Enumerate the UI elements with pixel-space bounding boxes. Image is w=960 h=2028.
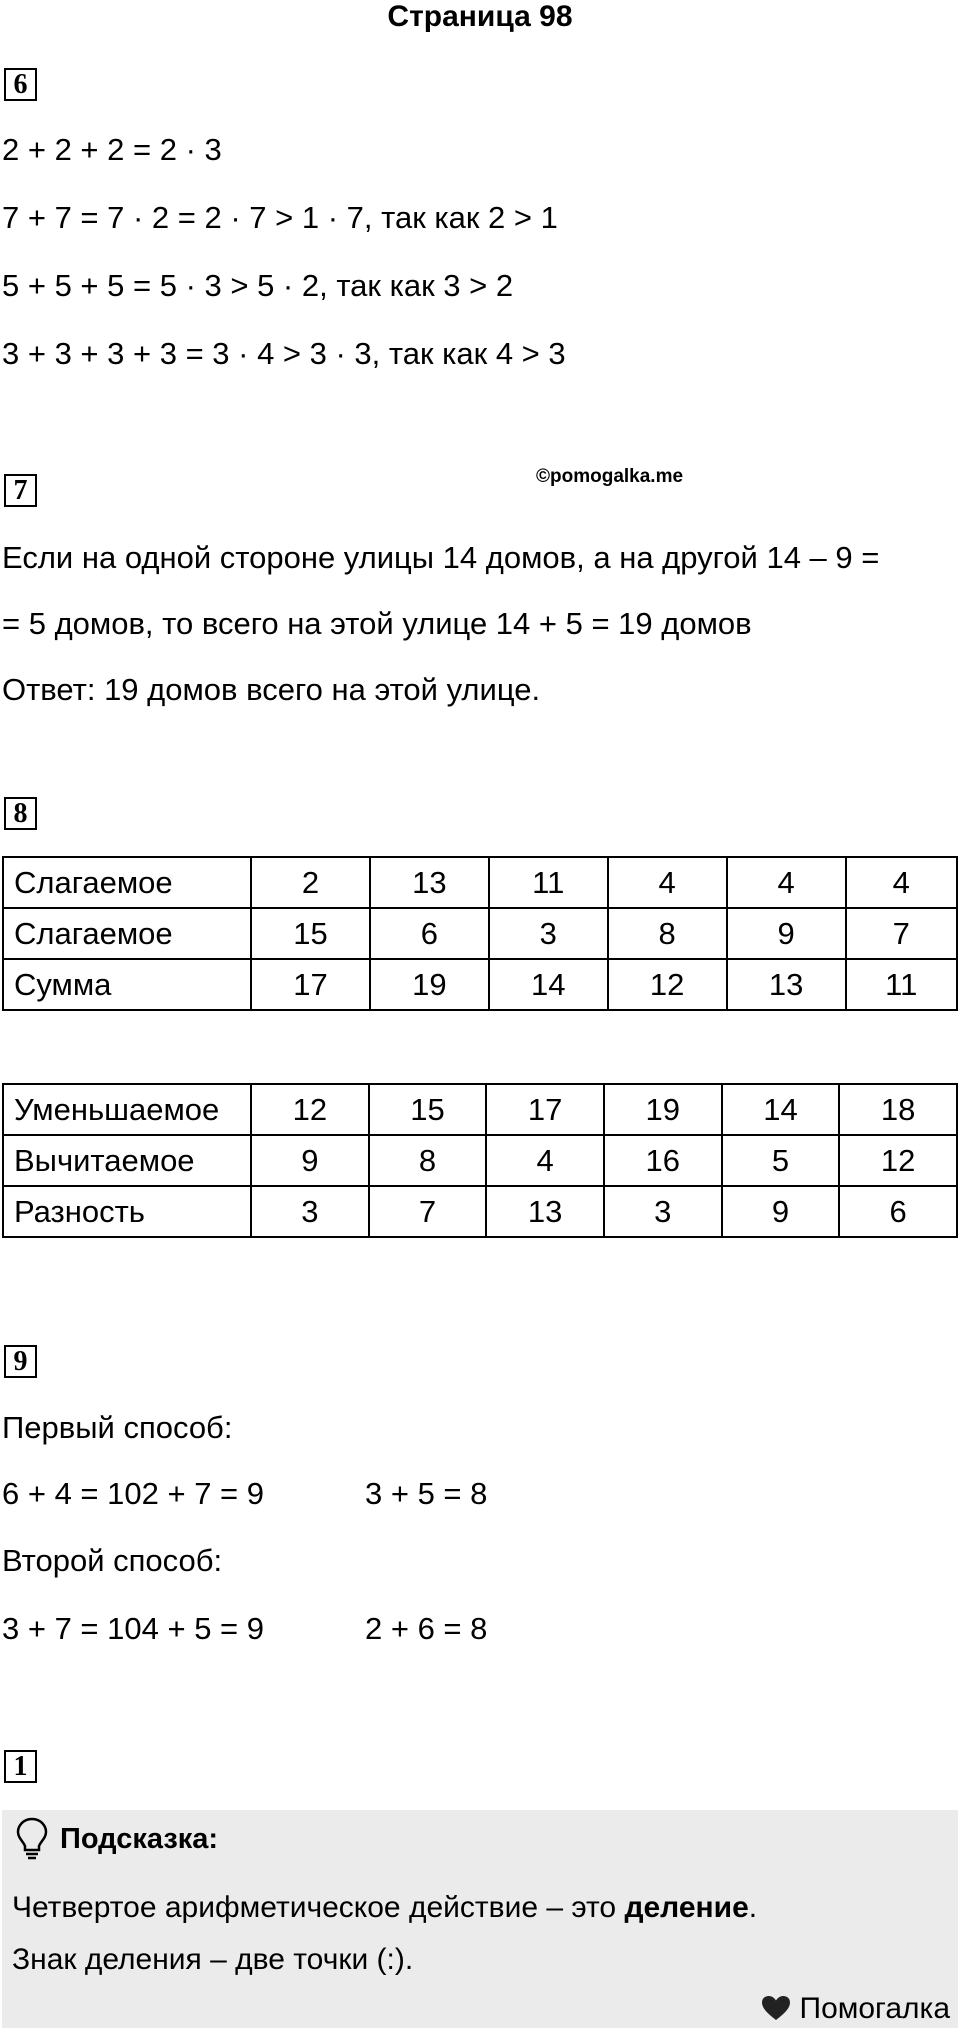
row-label: Сумма (3, 959, 251, 1010)
brand-label (761, 1990, 950, 2028)
table-cell: 12 (839, 1135, 957, 1186)
table-cell: 8 (369, 1135, 487, 1186)
task-number-9: 9 (4, 1345, 37, 1378)
table-cell: 11 (846, 959, 957, 1010)
row-label: Вычитаемое (3, 1135, 251, 1186)
table-cell: 2 (251, 857, 370, 908)
task7-line-2: = 5 домов, то всего на этой улице 14 + 5 = 19 домов (2, 606, 752, 641)
table-cell: 17 (486, 1084, 604, 1135)
task6-line-2: 7 + 7 = 7 · 2 = 2 · 7 > 1 · 7, так как 2 > 1 (2, 200, 558, 235)
task-number-7: 7 (4, 474, 37, 507)
task-number-1: 1 (4, 1750, 37, 1783)
table-cell: 4 (727, 857, 846, 908)
page-title: Страница 98 (387, 0, 573, 33)
table-cell: 6 (370, 908, 489, 959)
table-cell: 13 (727, 959, 846, 1010)
table-cell: 3 (489, 908, 608, 959)
row-label: Слагаемое (3, 908, 251, 959)
method-2-label: Второй способ: (2, 1543, 223, 1578)
hint-text-1-prefix: Четвертое арифметическое действие – это (12, 1891, 625, 1924)
method-2-expr-b: 2 + 6 = 8 (365, 1611, 488, 1646)
task6-line-1: 2 + 2 + 2 = 2 · 3 (2, 132, 222, 167)
table-cell: 14 (489, 959, 608, 1010)
table-cell: 17 (251, 959, 370, 1010)
method-1-expr-a: 6 + 4 = 102 + 7 = 9 (2, 1476, 265, 1511)
table-row (3, 1084, 957, 1135)
task6-line-3: 5 + 5 + 5 = 5 · 3 > 5 · 2, так как 3 > 2 (2, 268, 514, 303)
brand-name: Помогалка (799, 1992, 950, 2025)
table-row (3, 959, 957, 1010)
table-cell: 7 (846, 908, 957, 959)
task-number-6: 6 (4, 68, 37, 101)
hint-keyword: деление (624, 1891, 749, 1924)
table-cell: 12 (251, 1084, 369, 1135)
table-cell: 18 (839, 1084, 957, 1135)
table-row (3, 857, 957, 908)
hint-text-1-suffix: . (748, 1891, 758, 1924)
task-number-8: 8 (4, 797, 37, 830)
table-row (3, 908, 957, 959)
row-label: Уменьшаемое (3, 1084, 251, 1135)
lightbulb-icon (14, 1816, 50, 1862)
hint-title: Подсказка: (60, 1823, 219, 1855)
addition-table (2, 856, 958, 1011)
table-cell: 3 (251, 1186, 369, 1237)
table-cell: 11 (489, 857, 608, 908)
table-cell: 15 (369, 1084, 487, 1135)
table-cell: 19 (604, 1084, 722, 1135)
method-1-label: Первый способ: (2, 1410, 233, 1445)
table-cell: 8 (608, 908, 727, 959)
table-cell: 15 (251, 908, 370, 959)
table-row (3, 1186, 957, 1237)
hint-text-1 (12, 1888, 757, 1928)
table-cell: 6 (839, 1186, 957, 1237)
table-cell: 4 (608, 857, 727, 908)
table-cell: 7 (369, 1186, 487, 1237)
table-cell: 3 (604, 1186, 722, 1237)
task7-line-1: Если на одной стороне улицы 14 домов, а на другой 14 – 9 = (2, 540, 880, 575)
task7-answer: Ответ: 19 домов всего на этой улице. (2, 672, 541, 707)
row-label: Слагаемое (3, 857, 251, 908)
table-cell: 13 (370, 857, 489, 908)
watermark: ©pomogalka.me (536, 466, 684, 487)
table-cell: 13 (486, 1186, 604, 1237)
hint-text-2: Знак деления – две точки (:). (12, 1943, 414, 1976)
table-cell: 9 (251, 1135, 369, 1186)
subtraction-table (2, 1083, 958, 1238)
table-row (3, 1135, 957, 1186)
row-label: Разность (3, 1186, 251, 1237)
table-cell: 19 (370, 959, 489, 1010)
table-cell: 12 (608, 959, 727, 1010)
table-cell: 9 (727, 908, 846, 959)
table-cell: 9 (722, 1186, 840, 1237)
table-cell: 4 (846, 857, 957, 908)
heart-icon (761, 1995, 791, 2021)
table-cell: 16 (604, 1135, 722, 1186)
table-cell: 5 (722, 1135, 840, 1186)
table-cell: 4 (486, 1135, 604, 1186)
task6-line-4: 3 + 3 + 3 + 3 = 3 · 4 > 3 · 3, так как 4 > 3 (2, 336, 566, 371)
table-cell: 14 (722, 1084, 840, 1135)
method-2-expr-a: 3 + 7 = 104 + 5 = 9 (2, 1611, 265, 1646)
method-1-expr-b: 3 + 5 = 8 (365, 1476, 488, 1511)
